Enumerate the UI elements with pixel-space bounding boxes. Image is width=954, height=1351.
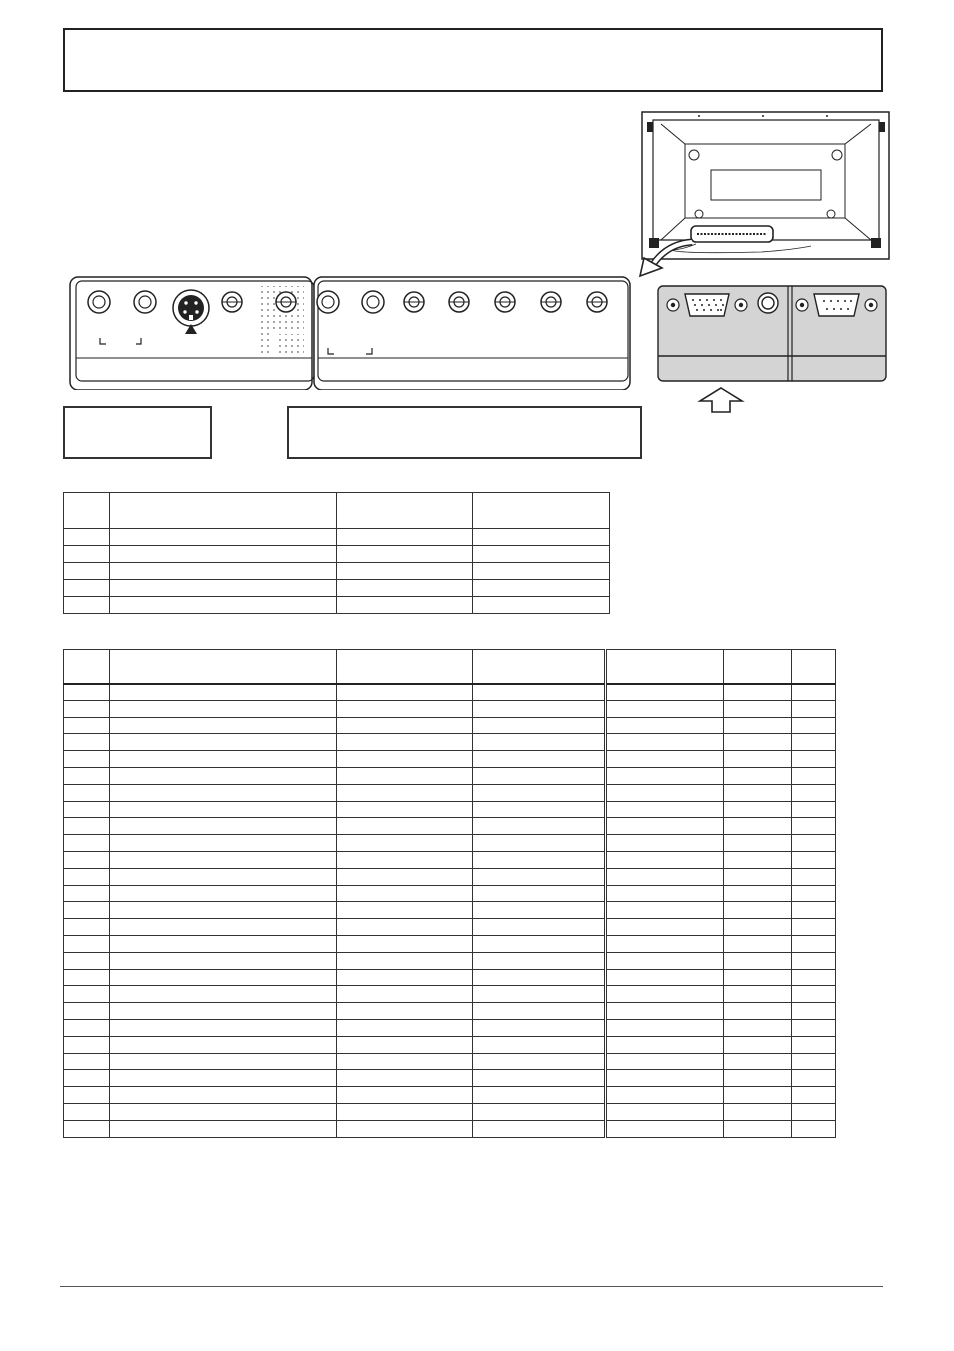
table-cell (724, 1019, 792, 1036)
table-cell (337, 1053, 473, 1070)
table-cell (64, 546, 110, 563)
table-cell (724, 700, 792, 717)
table-cell (64, 801, 110, 818)
table-row (64, 529, 610, 546)
table-row (64, 801, 836, 818)
bnc-jack-4 (449, 292, 469, 312)
table-row (64, 597, 610, 614)
table-cell (110, 563, 337, 580)
table-cell (337, 1036, 473, 1053)
table-cell (337, 835, 473, 852)
up-arrow-icon (696, 386, 746, 414)
right-terminal-panel (658, 286, 886, 381)
table-cell (473, 1036, 606, 1053)
table-cell (110, 734, 337, 751)
title-box (63, 28, 883, 92)
table-cell (473, 1053, 606, 1070)
table-cell (792, 969, 836, 986)
table-cell (724, 885, 792, 902)
table-cell (110, 851, 337, 868)
table-row (64, 700, 836, 717)
table-cell (606, 684, 724, 701)
table-cell (110, 986, 337, 1003)
table-cell (64, 1019, 110, 1036)
table-cell (110, 1003, 337, 1020)
table-cell (337, 818, 473, 835)
table-cell (64, 952, 110, 969)
table-cell (473, 767, 606, 784)
table-cell (473, 597, 610, 614)
table-cell (724, 751, 792, 768)
header-cell (337, 650, 473, 684)
table-cell (792, 1120, 836, 1137)
table-row (64, 919, 836, 936)
table-cell (337, 952, 473, 969)
bnc-jack-3 (404, 292, 424, 312)
table-cell (792, 1087, 836, 1104)
table-cell (724, 818, 792, 835)
table-cell (473, 546, 610, 563)
table-cell (606, 1070, 724, 1087)
header-cell (110, 650, 337, 684)
table-cell (473, 684, 606, 701)
table-row (64, 835, 836, 852)
table-cell (64, 885, 110, 902)
table-cell (64, 969, 110, 986)
table-cell (792, 1003, 836, 1020)
table-cell (64, 1103, 110, 1120)
table-cell (110, 868, 337, 885)
specification-table-b (63, 649, 836, 1138)
table-cell (473, 818, 606, 835)
header-cell (64, 493, 110, 529)
table-cell (606, 1003, 724, 1020)
table-row (64, 1003, 836, 1020)
table-cell (724, 969, 792, 986)
table-cell (64, 580, 110, 597)
table-b-body (64, 684, 836, 1138)
table-cell (473, 868, 606, 885)
table-cell (473, 835, 606, 852)
header-cell (110, 493, 337, 529)
table-cell (473, 1019, 606, 1036)
table-cell (110, 919, 337, 936)
table-cell (606, 1036, 724, 1053)
table-cell (606, 734, 724, 751)
table-cell (473, 751, 606, 768)
table-row (64, 952, 836, 969)
bnc-jack-1 (222, 292, 242, 312)
table-cell (110, 1087, 337, 1104)
table-cell (724, 1120, 792, 1137)
table-cell (473, 563, 610, 580)
header-cell (606, 650, 724, 684)
table-row (64, 851, 836, 868)
table-cell (606, 902, 724, 919)
table-cell (64, 935, 110, 952)
table-cell (724, 1070, 792, 1087)
table-row (64, 580, 610, 597)
table-row (64, 734, 836, 751)
table-cell (64, 734, 110, 751)
table-cell (792, 1103, 836, 1120)
table-cell (606, 1087, 724, 1104)
table-cell (792, 784, 836, 801)
table-cell (473, 580, 610, 597)
footer-rule (60, 1286, 883, 1287)
table-cell (724, 1036, 792, 1053)
table-cell (606, 1053, 724, 1070)
table-cell (473, 1087, 606, 1104)
header-cell (473, 650, 606, 684)
table-cell (792, 1036, 836, 1053)
table-cell (792, 952, 836, 969)
table-cell (792, 700, 836, 717)
table-cell (473, 1120, 606, 1137)
table-cell (64, 868, 110, 885)
table-cell (724, 935, 792, 952)
table-cell (724, 919, 792, 936)
table-row (64, 1087, 836, 1104)
table-cell (64, 818, 110, 835)
table-cell (606, 835, 724, 852)
table-cell (64, 1003, 110, 1020)
table-cell (110, 935, 337, 952)
table-cell (606, 919, 724, 936)
table-cell (110, 700, 337, 717)
table-cell (792, 684, 836, 701)
table-cell (724, 1003, 792, 1020)
table-cell (606, 801, 724, 818)
table-cell (64, 684, 110, 701)
table-cell (606, 868, 724, 885)
middle-terminal-panel (314, 277, 630, 390)
table-cell (724, 734, 792, 751)
table-cell (724, 1053, 792, 1070)
table-cell (64, 986, 110, 1003)
table-cell (792, 935, 836, 952)
table-cell (337, 851, 473, 868)
table-cell (64, 919, 110, 936)
table-cell (724, 684, 792, 701)
table-cell (110, 835, 337, 852)
header-cell (337, 493, 473, 529)
table-cell (337, 1070, 473, 1087)
table-row (64, 935, 836, 952)
table-cell (64, 700, 110, 717)
table-row (64, 1053, 836, 1070)
table-cell (606, 969, 724, 986)
table-cell (110, 684, 337, 701)
bnc-jack-5 (495, 292, 515, 312)
table-cell (473, 1070, 606, 1087)
table-cell (606, 1103, 724, 1120)
table-cell (64, 1036, 110, 1053)
table-cell (792, 919, 836, 936)
table-cell (792, 801, 836, 818)
table-a-body (64, 529, 610, 614)
table-cell (473, 935, 606, 952)
table-cell (64, 1053, 110, 1070)
table-row (64, 563, 610, 580)
header-cell (792, 650, 836, 684)
table-cell (64, 767, 110, 784)
table-header-row (64, 493, 610, 529)
table-cell (724, 1103, 792, 1120)
table-cell (337, 563, 473, 580)
table-cell (337, 751, 473, 768)
table-cell (606, 952, 724, 969)
table-cell (792, 1053, 836, 1070)
table-cell (337, 1003, 473, 1020)
table-cell (792, 751, 836, 768)
table-cell (473, 885, 606, 902)
table-cell (64, 563, 110, 580)
table-cell (337, 717, 473, 734)
table-cell (473, 734, 606, 751)
specification-table-a (63, 492, 610, 614)
table-cell (337, 767, 473, 784)
table-cell (792, 885, 836, 902)
table-cell (606, 885, 724, 902)
table-cell (337, 986, 473, 1003)
callout-middle-text (289, 408, 640, 420)
table-cell (337, 580, 473, 597)
table-cell (337, 1019, 473, 1036)
table-cell (64, 1070, 110, 1087)
table-cell (110, 952, 337, 969)
header-cell (64, 650, 110, 684)
table-cell (473, 902, 606, 919)
table-cell (724, 986, 792, 1003)
table-cell (110, 580, 337, 597)
table-cell (64, 851, 110, 868)
table-cell (724, 801, 792, 818)
table-cell (724, 1087, 792, 1104)
table-cell (64, 597, 110, 614)
table-cell (337, 700, 473, 717)
table-cell (337, 684, 473, 701)
table-cell (110, 784, 337, 801)
table-row (64, 784, 836, 801)
table-cell (473, 851, 606, 868)
table-cell (606, 751, 724, 768)
table-cell (110, 1036, 337, 1053)
table-cell (110, 767, 337, 784)
table-cell (337, 969, 473, 986)
table-cell (606, 717, 724, 734)
table-cell (792, 767, 836, 784)
table-cell (64, 1087, 110, 1104)
table-cell (64, 717, 110, 734)
table-row (64, 1036, 836, 1053)
table-row (64, 868, 836, 885)
table-cell (792, 868, 836, 885)
table-cell (337, 546, 473, 563)
table-cell (724, 835, 792, 852)
table-cell (110, 597, 337, 614)
rca-jack-1 (88, 291, 110, 313)
table-cell (110, 1070, 337, 1087)
table-cell (473, 700, 606, 717)
table-cell (337, 1120, 473, 1137)
table-row (64, 684, 836, 701)
table-cell (606, 935, 724, 952)
table-cell (110, 902, 337, 919)
table-cell (724, 902, 792, 919)
table-cell (64, 1120, 110, 1137)
bnc-jack-2 (276, 292, 296, 312)
table-header-row (64, 650, 836, 684)
table-cell (606, 851, 724, 868)
table-cell (792, 818, 836, 835)
table-row (64, 885, 836, 902)
table-cell (473, 801, 606, 818)
callout-left-text (65, 408, 210, 420)
table-cell (337, 1087, 473, 1104)
table-row (64, 1070, 836, 1087)
table-cell (110, 529, 337, 546)
table-row (64, 767, 836, 784)
table-row (64, 1120, 836, 1137)
table-cell (606, 986, 724, 1003)
table-cell (724, 952, 792, 969)
table-cell (337, 935, 473, 952)
table-cell (110, 1019, 337, 1036)
table-cell (473, 1103, 606, 1120)
table-cell (606, 1019, 724, 1036)
table-cell (606, 784, 724, 801)
bnc-jack-7 (587, 292, 607, 312)
table-row (64, 969, 836, 986)
table-row (64, 902, 836, 919)
table-cell (606, 1120, 724, 1137)
table-cell (337, 868, 473, 885)
rca-jack-3 (317, 291, 339, 313)
callout-middle-panel (287, 406, 642, 459)
table-cell (110, 818, 337, 835)
rca-jack-2 (134, 291, 156, 313)
table-cell (792, 1070, 836, 1087)
table-cell (473, 717, 606, 734)
callout-left-panel (63, 406, 212, 459)
table-cell (337, 784, 473, 801)
table-row (64, 986, 836, 1003)
bnc-jack-6 (541, 292, 561, 312)
table-cell (724, 784, 792, 801)
table-cell (64, 902, 110, 919)
table-cell (724, 717, 792, 734)
table-cell (724, 868, 792, 885)
table-cell (110, 885, 337, 902)
table-cell (792, 851, 836, 868)
table-row (64, 1019, 836, 1036)
table-cell (792, 1019, 836, 1036)
table-cell (64, 784, 110, 801)
table-cell (110, 1103, 337, 1120)
table-cell (473, 919, 606, 936)
table-cell (337, 919, 473, 936)
table-cell (473, 986, 606, 1003)
table-cell (473, 952, 606, 969)
table-cell (606, 818, 724, 835)
table-cell (64, 835, 110, 852)
table-cell (337, 1103, 473, 1120)
table-row (64, 818, 836, 835)
table-cell (110, 717, 337, 734)
table-cell (110, 1053, 337, 1070)
table-row (64, 1103, 836, 1120)
table-row (64, 751, 836, 768)
table-cell (473, 784, 606, 801)
table-cell (110, 1120, 337, 1137)
table-cell (110, 751, 337, 768)
rca-jack-4 (362, 291, 384, 313)
table-cell (792, 734, 836, 751)
table-cell (606, 700, 724, 717)
table-cell (724, 767, 792, 784)
header-cell (473, 493, 610, 529)
table-cell (337, 885, 473, 902)
table-cell (724, 851, 792, 868)
table-cell (337, 902, 473, 919)
table-cell (110, 969, 337, 986)
table-cell (792, 986, 836, 1003)
table-cell (473, 969, 606, 986)
table-cell (64, 529, 110, 546)
table-cell (337, 734, 473, 751)
table-cell (337, 801, 473, 818)
table-cell (110, 801, 337, 818)
table-cell (64, 751, 110, 768)
table-cell (792, 902, 836, 919)
table-cell (337, 597, 473, 614)
table-cell (792, 835, 836, 852)
header-cell (724, 650, 792, 684)
table-cell (473, 1003, 606, 1020)
connector-panels (62, 272, 890, 390)
table-row (64, 546, 610, 563)
table-cell (606, 767, 724, 784)
table-cell (473, 529, 610, 546)
table-cell (110, 546, 337, 563)
table-cell (792, 717, 836, 734)
table-row (64, 717, 836, 734)
table-cell (337, 529, 473, 546)
